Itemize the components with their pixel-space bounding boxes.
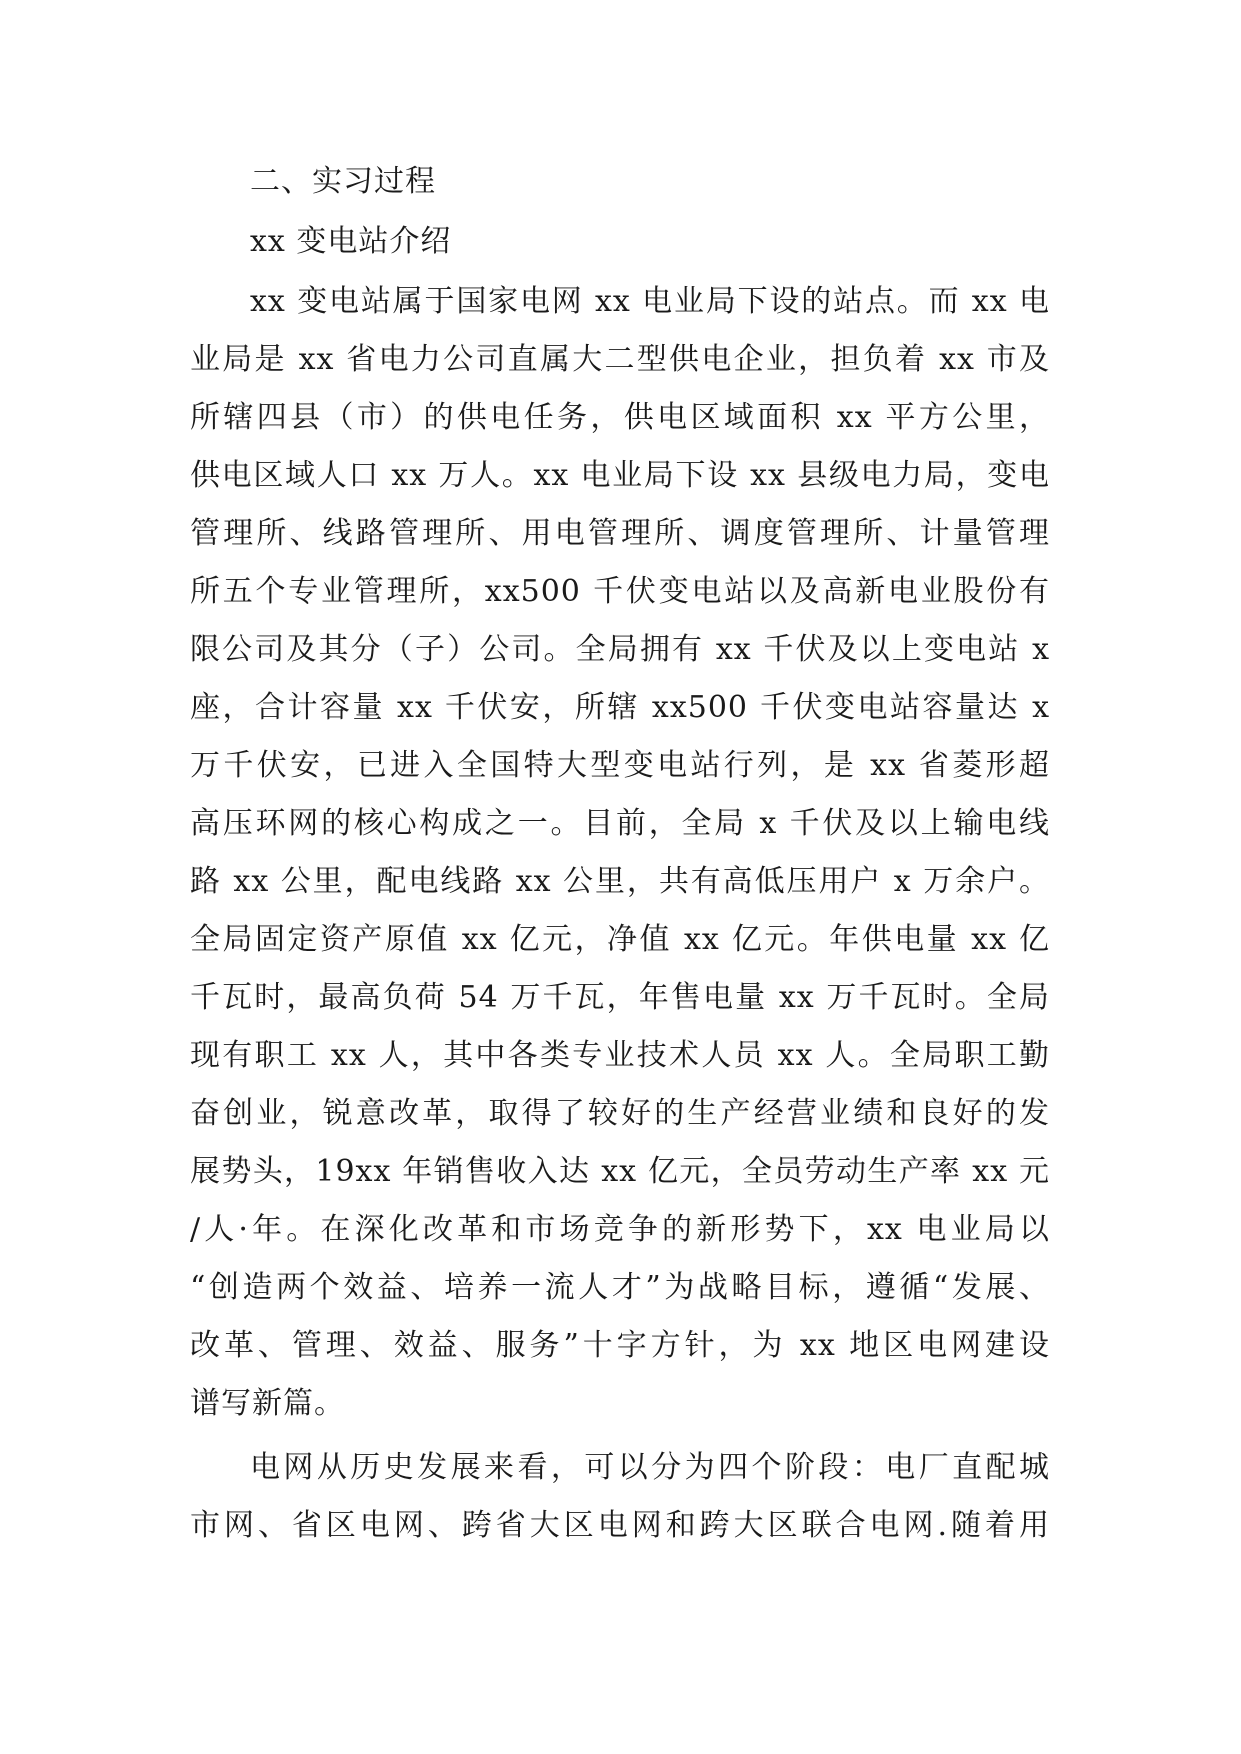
paragraph-line: /人·年。在深化改革和市场竞争的新形势下，xx 电业局以 (190, 1212, 1050, 1247)
subheading: xx 变电站介绍 (250, 224, 452, 259)
section-heading: 二、实习过程 (250, 164, 436, 199)
paragraph-line: 谱写新篇。 (190, 1386, 345, 1421)
paragraph-line: 所五个专业管理所，xx500 千伏变电站以及高新电业股份有 (190, 574, 1050, 609)
paragraph-line: 市网、省区电网、跨省大区电网和跨大区联合电网.随着用 (190, 1508, 1050, 1543)
paragraph-line: 供电区域人口 xx 万人。xx 电业局下设 xx 县级电力局，变电 (190, 458, 1050, 493)
paragraph-line: 路 xx 公里，配电线路 xx 公里，共有高低压用户 x 万余户。 (190, 864, 1050, 899)
paragraph-line: 改革、管理、效益、服务”十字方针，为 xx 地区电网建设 (190, 1328, 1050, 1363)
paragraph-line: 全局固定资产原值 xx 亿元，净值 xx 亿元。年供电量 xx 亿 (190, 922, 1050, 957)
paragraph-line: 所辖四县（市）的供电任务，供电区域面积 xx 平方公里， (190, 400, 1050, 435)
paragraph-line: 展势头，19xx 年销售收入达 xx 亿元，全员劳动生产率 xx 元 (190, 1154, 1050, 1189)
paragraph-line: xx 变电站属于国家电网 xx 电业局下设的站点。而 xx 电 (250, 284, 1050, 319)
paragraph-line: 电网从历史发展来看，可以分为四个阶段：电厂直配城 (250, 1450, 1050, 1485)
paragraph-line: 限公司及其分（子）公司。全局拥有 xx 千伏及以上变电站 x (190, 632, 1050, 667)
paragraph-line: 高压环网的核心构成之一。目前，全局 x 千伏及以上输电线 (190, 806, 1050, 841)
paragraph-line: 业局是 xx 省电力公司直属大二型供电企业，担负着 xx 市及 (190, 342, 1050, 377)
paragraph-line: “创造两个效益、培养一流人才”为战略目标，遵循“发展、 (190, 1270, 1050, 1305)
paragraph-line: 管理所、线路管理所、用电管理所、调度管理所、计量管理 (190, 516, 1050, 551)
paragraph-line: 座，合计容量 xx 千伏安，所辖 xx500 千伏变电站容量达 x (190, 690, 1050, 725)
paragraph-line: 奋创业，锐意改革，取得了较好的生产经营业绩和良好的发 (190, 1096, 1050, 1131)
paragraph-line: 现有职工 xx 人，其中各类专业技术人员 xx 人。全局职工勤 (190, 1038, 1050, 1073)
paragraph-line: 千瓦时，最高负荷 54 万千瓦，年售电量 xx 万千瓦时。全局 (190, 980, 1050, 1015)
paragraph-line: 万千伏安，已进入全国特大型变电站行列，是 xx 省菱形超 (190, 748, 1050, 783)
